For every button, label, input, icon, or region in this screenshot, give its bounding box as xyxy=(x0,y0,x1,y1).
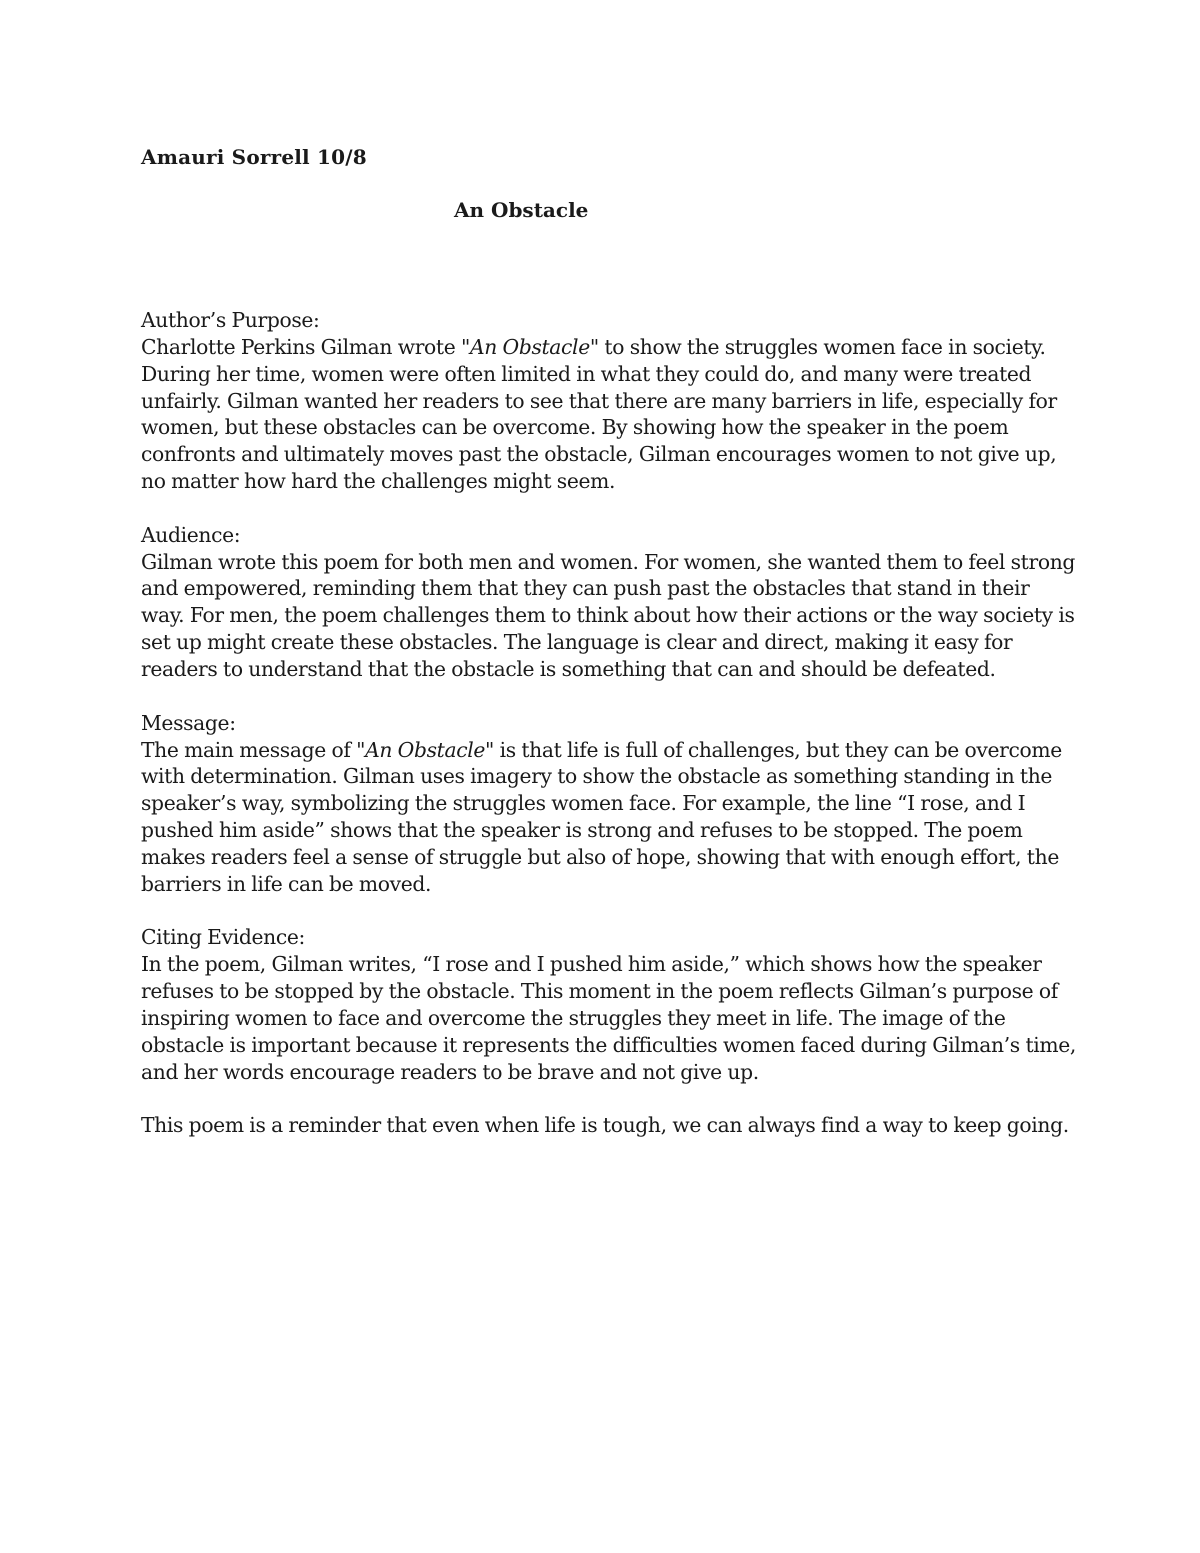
author-date-line: Amauri Sorrell 10/8 xyxy=(141,145,367,169)
section-message xyxy=(141,710,1076,898)
section-audience xyxy=(141,522,1076,683)
paragraph-text: " is that life is full of challenges, but they can be overcome with determination. Gilman uses imagery to show the obstacle as something standing in the speaker’s way, symbolizing the struggles women face. For example, the line “I rose, and I pushed him aside” shows that the speaker is strong and refuses to be stopped. The poem makes readers feel a sense of struggle but also of hope, showing that with enough effort, the barriers in life can be moved. xyxy=(141,737,1062,896)
poem-title-italic: An Obstacle xyxy=(469,334,590,359)
poem-title-italic: An Obstacle xyxy=(365,737,485,762)
section-heading: Message: xyxy=(141,710,236,735)
section-citing-evidence xyxy=(141,924,1076,1085)
paragraph-text: The main message of " xyxy=(141,737,366,762)
section-heading: Citing Evidence: xyxy=(141,925,306,950)
section-authors-purpose xyxy=(141,307,1076,495)
paragraph-text: In the poem, Gilman writes, “I rose and I pushed him aside,” which shows how the speaker refuses to be stopped by the obstacle. This moment in the poem reflects Gilman’s purpose of inspiring women to face and overcome the struggles they meet in life. The image of the obstacle is important because it represents the difficulties women faced during Gilman’s time, and her words encourage readers to be brave and not give up. xyxy=(141,952,1077,1084)
section-heading: Author’s Purpose: xyxy=(141,308,320,332)
section-heading: Audience: xyxy=(141,522,241,547)
document-title: An Obstacle xyxy=(454,198,589,222)
document-body xyxy=(141,307,1076,1139)
paragraph-text: Gilman wrote this poem for both men and women. For women, she wanted them to feel strong and empowered, reminding them that they can push past the obstacles that stand in their way. For men, the poem challenges them to think about how their actions or the way society is set up might create these obstacles. The language is clear and direct, making it easy for readers to understand that the obstacle is something that can and should be defeated. xyxy=(141,549,1076,681)
paragraph-text: " to show the struggles women face in society. During her time, women were often limited in what they could do, and many were treated unfairly. Gilman wanted her readers to see that there are many barriers in life, especially for women, but these obstacles can be overcome. By showing how the speaker in the poem confronts and ultimately moves past the obstacle, Gilman encourages women to not give up, no matter how hard the challenges might seem. xyxy=(141,334,1057,494)
paragraph-text: Charlotte Perkins Gilman wrote " xyxy=(141,334,470,359)
closing-sentence: This poem is a reminder that even when life is tough, we can always find a way to keep going. xyxy=(141,1113,1069,1138)
